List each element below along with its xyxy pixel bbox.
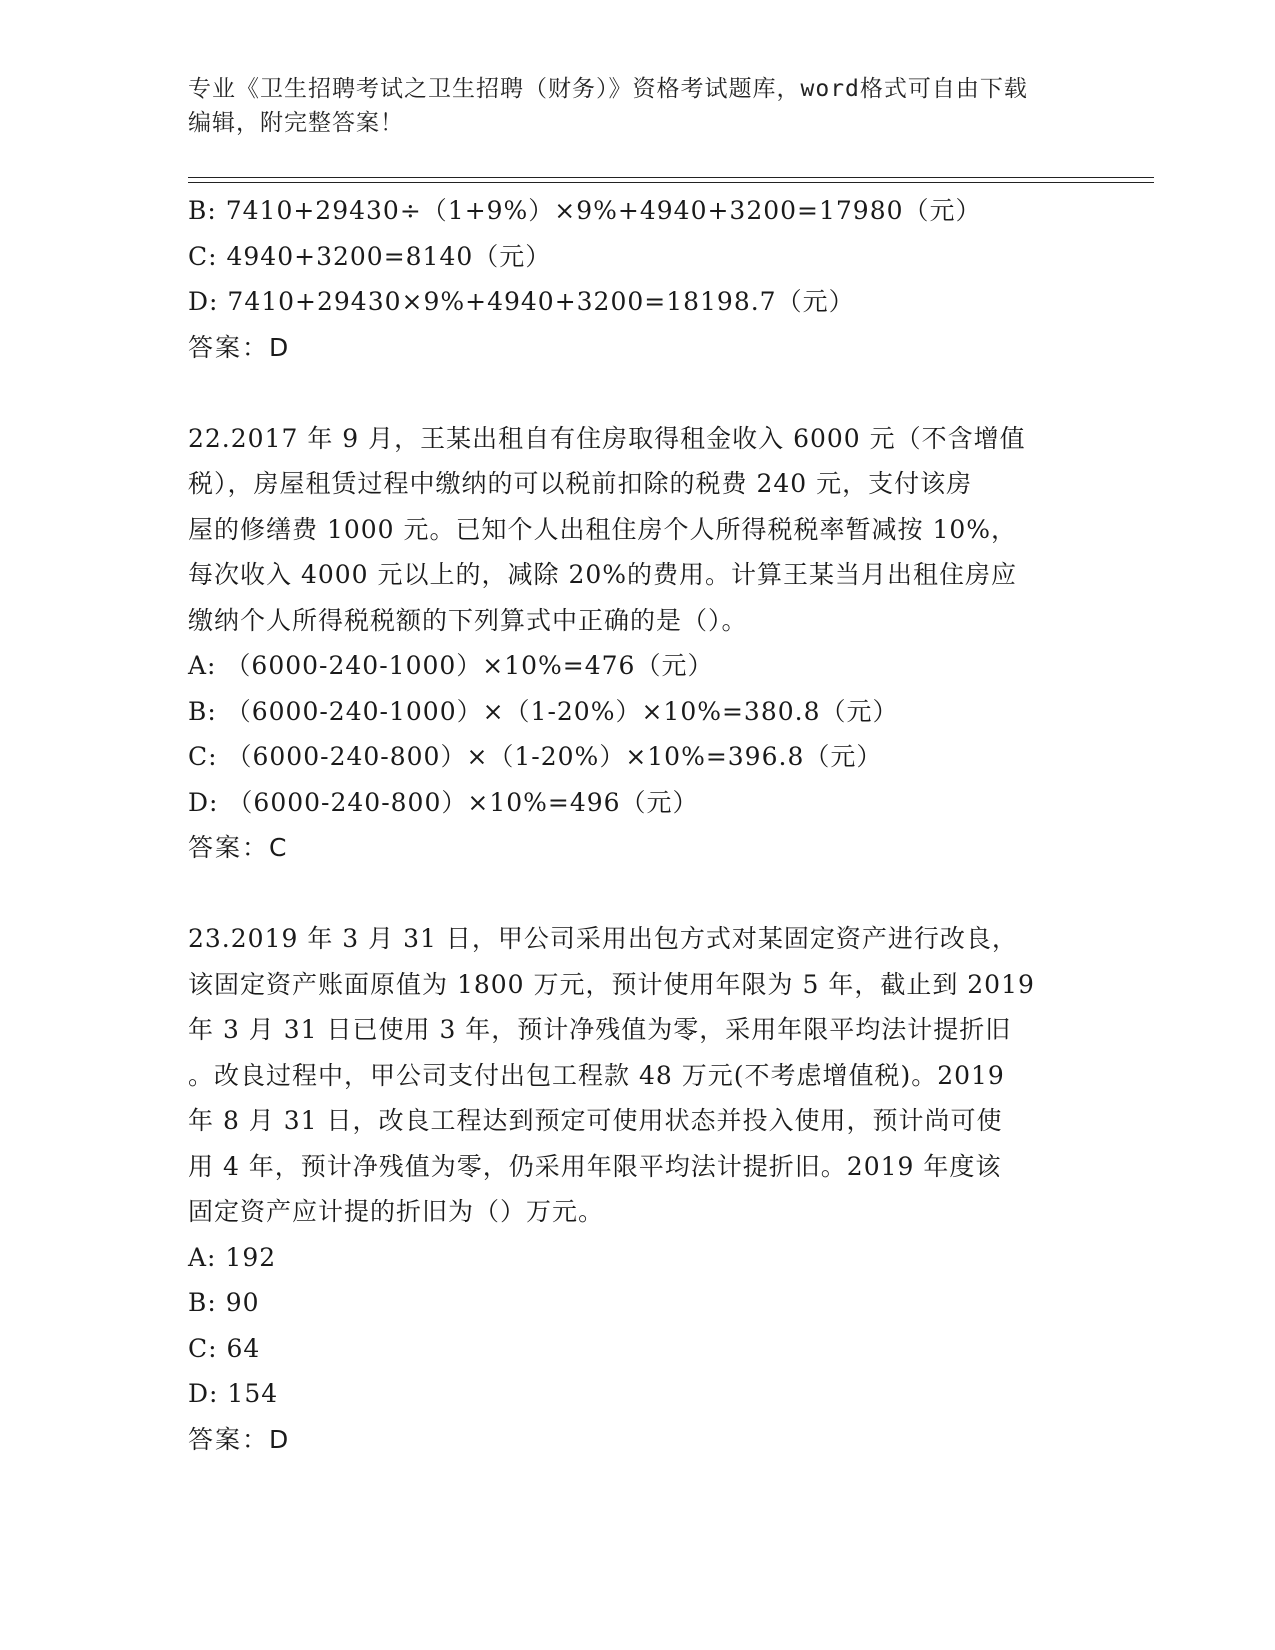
question-22 [188, 416, 1088, 871]
header-line-1: 专业《卫生招聘考试之卫生招聘（财务）》资格考试题库，word格式可自由下载 [188, 76, 1028, 102]
answer-label: 答案：D [188, 332, 291, 362]
question-text-line: 年 3 月 31 日已使用 3 年，预计净残值为零，采用年限平均法计提折旧 [188, 1015, 1012, 1044]
answer-label: 答案：C [188, 833, 289, 862]
question-text-line: 税），房屋租赁过程中缴纳的可以税前扣除的税费 240 元，支付该房 [188, 469, 973, 498]
question-text-line: 该固定资产账面原值为 1800 万元，预计使用年限为 5 年，截止到 2019 [188, 969, 1035, 999]
question-text-line: 23.2019 年 3 月 31 日，甲公司采用出包方式对某固定资产进行改良， [188, 924, 1018, 953]
question-text-line: 年 8 月 31 日，改良工程达到预定可使用状态并投入使用，预计尚可使 [188, 1106, 1003, 1135]
spacer [188, 871, 1088, 917]
option-b: B: 7410+29430÷（1+9%）×9%+4940+3200=17980（元） [188, 196, 982, 225]
question-text-line: 每次收入 4000 元以上的，减除 20%的费用。计算王某当月出租住房应 [188, 560, 1018, 589]
option-a: A: （6000-240-1000）×10%=476（元） [188, 651, 714, 680]
header-line-2: 编辑，附完整答案！ [188, 110, 404, 136]
option-d: D: 154 [188, 1379, 279, 1408]
question-text-line: 固定资产应计提的折旧为（）万元。 [188, 1197, 605, 1226]
document-header [188, 72, 1088, 140]
question-text-line: 用 4 年，预计净残值为零，仍采用年限平均法计提折旧。2019 年度该 [188, 1151, 1002, 1181]
option-d: D: 7410+29430×9%+4940+3200=18198.7（元） [188, 287, 855, 316]
option-c: C: 64 [188, 1333, 261, 1363]
answer-label: 答案：D [188, 1424, 291, 1454]
option-c: C: （6000-240-800）×（1-20%）×10%=396.8（元） [188, 742, 883, 771]
option-b: B: （6000-240-1000）×（1-20%）×10%=380.8（元） [188, 696, 899, 726]
option-d: D: （6000-240-800）×10%=496（元） [188, 787, 699, 817]
question-21-continued [188, 188, 1088, 370]
question-text-line: 缴纳个人所得税税额的下列算式中正确的是（）。 [188, 605, 748, 635]
option-a: A: 192 [188, 1242, 277, 1272]
header-divider-top [188, 177, 1154, 178]
question-23 [188, 916, 1088, 1462]
question-text-line: 屋的修缮费 1000 元。已知个人出租住房个人所得税税率暂减按 10%， [188, 514, 1018, 544]
document-body [188, 188, 1088, 1462]
question-text-line: 。改良过程中，甲公司支付出包工程款 48 万元(不考虑增值税)。2019 [188, 1060, 1005, 1090]
header-divider-bottom [188, 182, 1154, 183]
question-text-line: 22.2017 年 9 月，王某出租自有住房取得租金收入 6000 元（不含增值 [188, 423, 1026, 453]
option-b: B: 90 [188, 1288, 260, 1317]
option-c: C: 4940+3200=8140（元） [188, 241, 552, 271]
spacer [188, 370, 1088, 416]
